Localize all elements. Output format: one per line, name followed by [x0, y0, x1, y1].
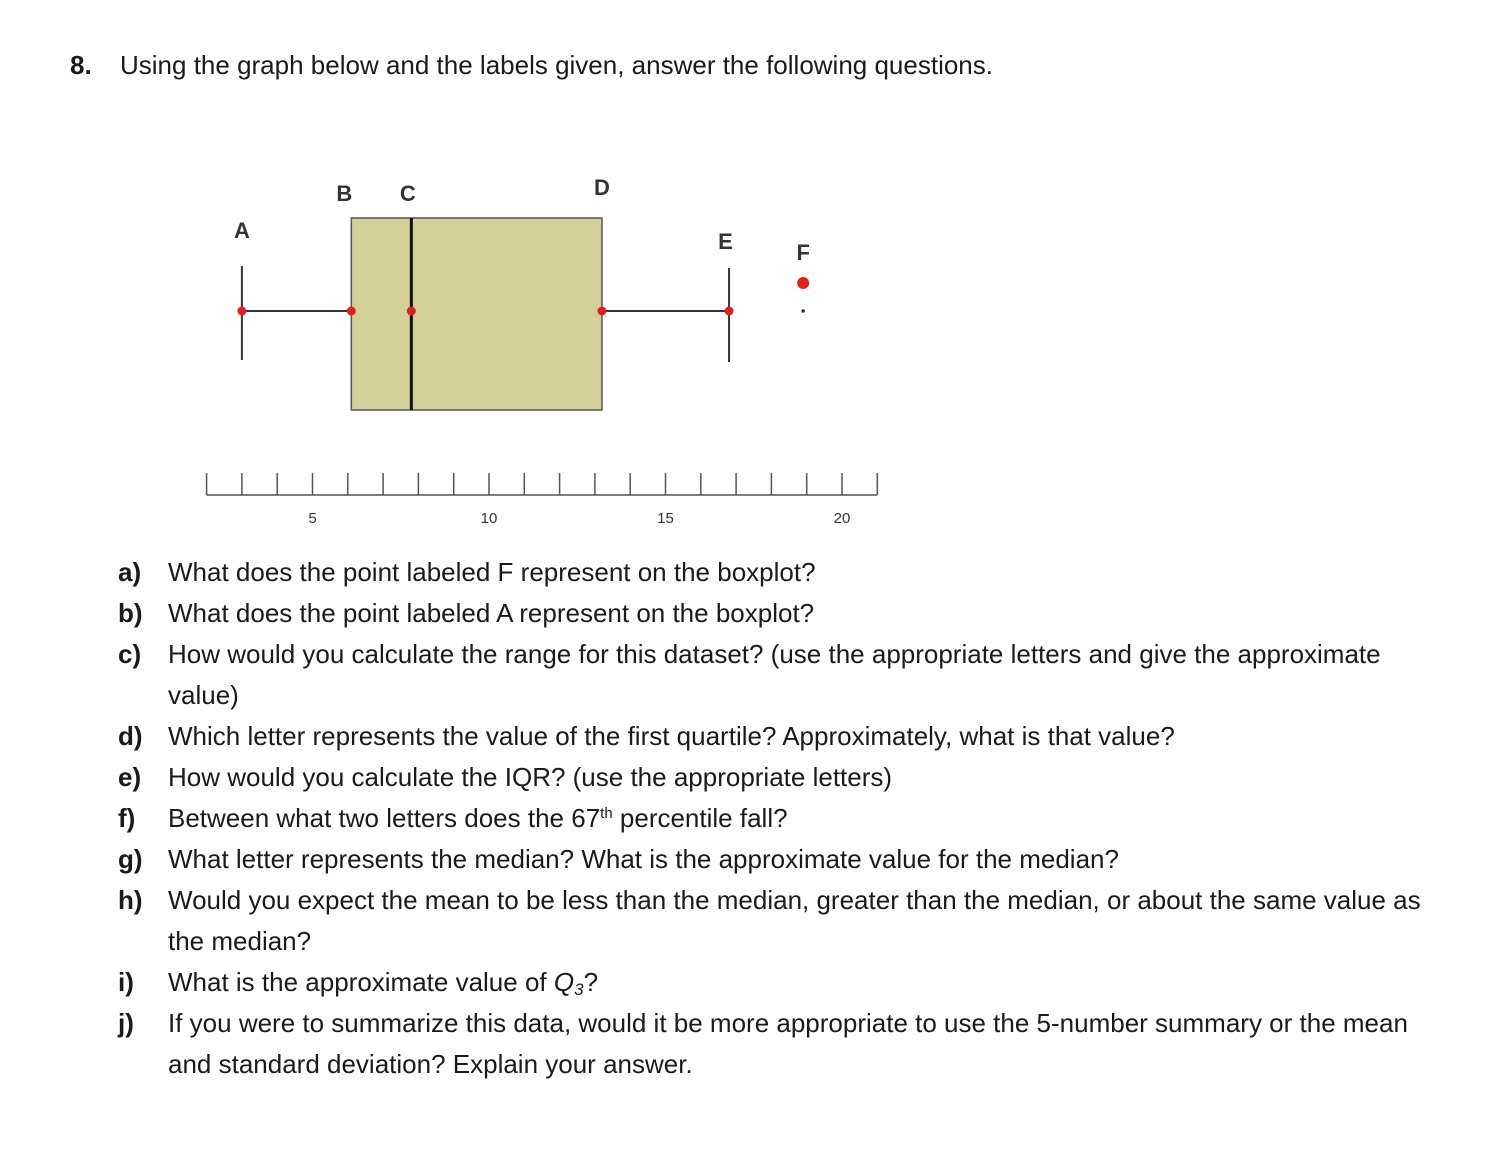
point-max	[725, 307, 734, 316]
question-list	[118, 552, 1458, 1085]
point-letter-b: B	[336, 181, 353, 206]
point-median	[407, 307, 416, 316]
question-item	[118, 593, 1458, 634]
item-label: e)	[118, 762, 142, 792]
axis-tick-label: 15	[657, 510, 674, 527]
question-item	[118, 839, 1458, 880]
item-label: h)	[118, 885, 143, 915]
question-item	[118, 962, 1458, 1003]
item-label: i)	[118, 967, 134, 997]
question-number: 8.	[70, 50, 92, 80]
axis-tick-label: 5	[308, 510, 317, 527]
item-text: What does the point labeled F represent on the boxplot?	[168, 557, 816, 587]
item-label: b)	[118, 598, 143, 628]
point-letter-c: C	[399, 181, 416, 206]
item-text	[168, 962, 1458, 1003]
boxplot-marks	[242, 218, 729, 410]
point-letter-d: D	[594, 175, 610, 200]
item-label: c)	[118, 639, 142, 669]
boxplot-chart	[0, 0, 1492, 540]
item-label: j)	[118, 1008, 134, 1038]
item-text-part: What is the approximate value of	[168, 967, 554, 997]
ordinal-suffix: th	[600, 805, 613, 822]
item-text: How would you calculate the IQR? (use the appropriate letters)	[168, 762, 893, 792]
item-text: What does the point labeled A represent on the boxplot?	[168, 598, 815, 628]
outlier-marker	[801, 309, 805, 313]
item-label: d)	[118, 721, 143, 751]
question-item	[118, 798, 1458, 839]
item-text-part: percentile fall?	[612, 803, 788, 833]
item-text: What letter represents the median? What is the approximate value for the median?	[168, 844, 1119, 874]
point-letter-f: F	[796, 240, 810, 265]
item-text: Would you expect the mean to be less than the median, greater than the median, or about the same value as the median?	[168, 885, 1421, 956]
item-text	[168, 798, 1458, 839]
question-item	[118, 1003, 1458, 1085]
point-letter-e: E	[718, 229, 733, 254]
item-text-part: ?	[583, 967, 599, 997]
box-iqr	[351, 218, 602, 410]
q-letter: Q	[553, 967, 575, 997]
axis-tick-label: 10	[480, 510, 498, 527]
point-q1	[347, 307, 356, 316]
item-label: a)	[118, 557, 142, 587]
question-item	[118, 716, 1458, 757]
axis-tick-label: 20	[833, 510, 851, 527]
question-item	[118, 757, 1458, 798]
item-text: Which letter represents the value of the first quartile? Approximately, what is that value?	[168, 721, 1175, 751]
point-outlier	[797, 277, 809, 289]
question-item	[118, 552, 1458, 593]
question-item	[118, 880, 1458, 962]
point-min	[237, 307, 246, 316]
item-label: g)	[118, 844, 143, 874]
point-letter-a: A	[233, 218, 250, 243]
axis-ticks	[207, 473, 878, 495]
item-label: f)	[118, 803, 136, 833]
question-item	[118, 634, 1458, 716]
item-text-part: Between what two letters does the 67	[168, 803, 601, 833]
item-text: How would you calculate the range for this dataset? (use the appropriate letters and give the approximate value)	[168, 639, 1381, 710]
item-text: If you were to summarize this data, would it be more appropriate to use the 5-number summary or the mean and standard deviation? Explain your answer.	[168, 1008, 1408, 1079]
q3-symbol	[554, 967, 584, 997]
q-subscript: 3	[574, 980, 584, 999]
point-q3	[597, 307, 606, 316]
axis-tick-labels	[308, 510, 850, 527]
question-prompt: Using the graph below and the labels given, answer the following questions.	[120, 50, 993, 80]
